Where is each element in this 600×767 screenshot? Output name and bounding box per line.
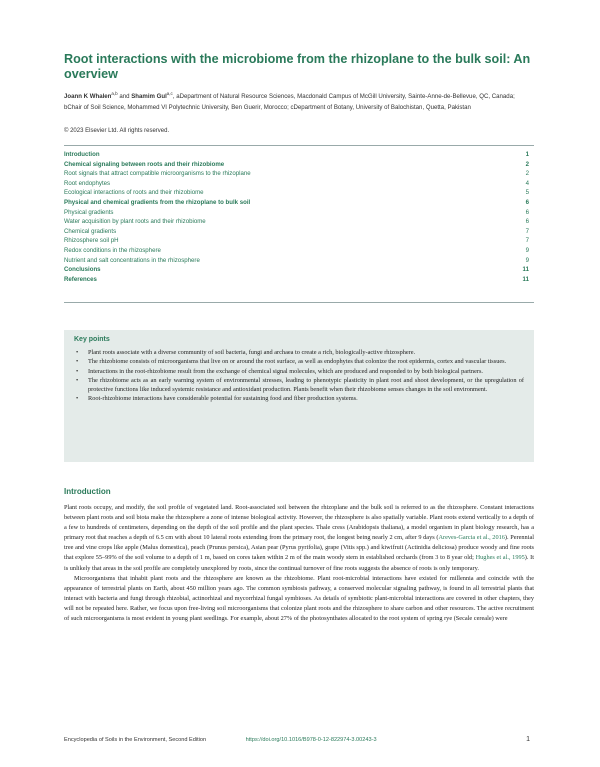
key-point-text: Plant roots associate with a diverse community of soil bacteria, fungi and archaea to create a rich, biologically-active rhizosphere. — [88, 349, 416, 356]
citation-hughes[interactable]: Hughes et al., 1995 — [475, 554, 525, 562]
author-block — [64, 89, 534, 113]
toc-entry-page: 2 — [525, 160, 529, 168]
bullet-icon: • — [76, 395, 79, 403]
toc-entry-label: Rhizosphere soil pH — [64, 237, 119, 245]
footer-doi-link[interactable]: https://doi.org/10.1016/B978-0-12-822974-3.00243-3 — [245, 736, 377, 743]
affiliations: , aDepartment of Natural Resource Sciences, Macdonald Campus of McGill University, Sainte-Anne-de-Bellevue, QC, Canada; bChair of Soil Science, Mohammed VI Polytechnic University, Ben Guerir, Morocco; cDepartment of Botany, University of Balochistan, Quetta, Pakistan — [64, 93, 515, 111]
toc-entry[interactable] — [64, 227, 529, 237]
toc-entry-page: 11 — [522, 275, 529, 283]
toc-entry-page: 7 — [525, 237, 529, 245]
toc-entry[interactable] — [64, 160, 529, 170]
intro-p1-text-b: ). Perennial tree and vine crops like apple (Malus domestica), peach (Prunus persica), Asian pear (Pyrus pyrifolia), grape (Vitis spp.) and kiwifruit (Actinidia deliciosa) produce woody and fine roots that explore 55–99% of the soil volume to a depth of 1 m, based on cores taken within 2 m of the main woody stem in established orchards (from 3 to 8 year old; — [64, 534, 534, 562]
toc-entry-label: Chemical signaling between roots and their rhizobiome — [64, 160, 225, 168]
toc-entry[interactable] — [64, 246, 529, 256]
author-2-sup: a,c — [166, 91, 173, 96]
toc-entry[interactable] — [64, 198, 529, 208]
article-title: Root interactions with the microbiome from the rhizoplane to the bulk soil: An overview — [64, 52, 531, 81]
toc-bottom-rule — [64, 302, 534, 303]
toc-entry[interactable] — [64, 217, 529, 227]
toc-entry-label: References — [64, 275, 97, 283]
table-of-contents — [64, 150, 529, 284]
key-point-item — [74, 376, 524, 395]
introduction-heading: Introduction — [64, 487, 111, 496]
toc-entry[interactable] — [64, 256, 529, 266]
key-points-list — [74, 348, 524, 404]
footer-page-number: 1 — [526, 736, 530, 743]
toc-entry[interactable] — [64, 169, 529, 179]
toc-entry-label: Water acquisition by plant roots and their rhizobiome — [64, 218, 206, 226]
toc-entry-label: Root signals that attract compatible microorganisms to the rhizoplane — [64, 170, 251, 178]
toc-entry-page: 2 — [525, 170, 529, 178]
toc-entry-label: Ecological interactions of roots and their rhizobiome — [64, 189, 204, 197]
toc-entry-page: 9 — [525, 246, 529, 254]
key-point-item — [74, 367, 524, 376]
bullet-icon: • — [76, 349, 79, 356]
key-point-text: Interactions in the root-rhizobiome result from the exchange of chemical signal molecules, which are produced and responded to by both biological partners. — [88, 367, 484, 375]
key-point-item — [74, 348, 524, 357]
toc-entry-label: Conclusions — [64, 266, 101, 274]
toc-entry-label: Chemical gradients — [64, 227, 117, 235]
toc-entry-label: Nutrient and salt concentrations in the rhizosphere — [64, 256, 200, 264]
toc-entry-label: Introduction — [64, 151, 100, 158]
toc-entry-page: 6 — [525, 208, 529, 216]
footer-source: Encyclopedia of Soils in the Environment, Second Edition — [64, 736, 207, 743]
toc-entry-label: Physical and chemical gradients from the rhizoplane to bulk soil — [64, 198, 251, 206]
citation-areves-garcia[interactable]: Areves-Garcia et al., 2016 — [438, 534, 505, 542]
toc-entry[interactable] — [64, 208, 529, 218]
toc-entry-label: Physical gradients — [64, 208, 114, 216]
intro-paragraph-2: Microorganisms that inhabit plant roots and the rhizosphere are known as the rhizobiome. Plant root-microbial interactions have existed for millennia and coincide with the appearance of terrestrial plants on Earth, about 450 million years ago. The common symbiosis pathway, a conserved molecular signaling pathway, is found in all terrestrial plants that interact with bacteria and fungi through rhizobial, actinorhizal and mycorrhizal fungal symbioses. As details of symbiotic plant-microbial interactions are covered in other chapters, they will not be repeated here. Rather, we focus upon free-living soil microorganisms that colonize plant roots and the rhizosphere to share carbon and other resources. The active recruitment of such microorganisms is most evident in young plant seedlings. For example, about 27% of the photosynthates allocated to the root system of spring rye (Secale cereale) were — [64, 574, 534, 623]
toc-entry[interactable] — [64, 179, 529, 189]
bullet-icon: • — [76, 367, 79, 375]
toc-entry[interactable] — [64, 236, 529, 246]
key-point-text: The rhizobiome consists of microorganisms that live on or around the root surface, as well as endophytes that colonize the root epidermis, cortex and vascular tissues. — [88, 358, 507, 366]
copyright-notice: © 2023 Elsevier Ltd. All rights reserved. — [64, 128, 170, 134]
toc-top-rule — [64, 145, 534, 146]
toc-entry-page: 6 — [525, 218, 529, 226]
key-point-text: Root-rhizobiome interactions have considerable potential for sustaining food and fiber production systems. — [88, 395, 358, 403]
key-point-text: The rhizobiome acts as an early warning system of environmental stresses, leading to phenotypic plasticity in plant root and shoot development, or the upregulation of protective functions like induced systemic resistance and antioxidant production. Plants benefit when their rhizobiome senses changes in the soil environment. — [88, 376, 524, 394]
toc-entry-page: 7 — [525, 227, 529, 235]
intro-p1-text-a: Plant roots occupy, and modify, the soil profile of vegetated land. Root-associated soil between the rhizoplane and the bulk soil is referred to as the rhizosphere. Constant interactions between plant roots and soil biota make the rhizosphere a zone of intense biological activity. However, the rhizosphere is also spatially variable. Plant roots extend vertically to a depth of a few to hundreds of centimeters, depending on the depth of the soil profile and the plant species. Thale cress (Arabidopsis thaliana), a model organism in plant biology research, has a primary root that reaches a depth of 6.5 cm with about 10 lateral roots extending from the primary root, the longest being nearly 2 cm, after 9 days ( — [64, 504, 534, 542]
toc-entry-page: 4 — [525, 179, 529, 187]
toc-entry[interactable] — [64, 150, 529, 160]
key-point-item — [74, 394, 524, 403]
bullet-icon: • — [76, 376, 79, 384]
toc-entry-label: Root endophytes — [64, 179, 111, 187]
toc-entry[interactable] — [64, 275, 529, 285]
page-footer — [64, 736, 530, 743]
key-points-title: Key points — [74, 336, 110, 343]
author-1[interactable]: Joann K Whalen — [64, 93, 112, 101]
key-points-box — [64, 330, 534, 462]
author-1-sup: a,b — [111, 91, 118, 96]
author-conjunction: and — [117, 93, 132, 101]
intro-paragraph-1 — [64, 503, 534, 574]
toc-entry-label: Redox conditions in the rhizosphere — [64, 246, 161, 254]
bullet-icon: • — [76, 358, 79, 366]
toc-entry-page: 6 — [525, 198, 529, 206]
toc-entry-page: 9 — [525, 256, 529, 264]
intro-p1-text-c: ). It is unlikely that areas in the soil profile are completely unexplored by roots, since the continual turnover of fine roots suggests the absence of roots is only temporary. — [64, 554, 534, 572]
toc-entry[interactable] — [64, 265, 529, 275]
toc-entry-page: 1 — [525, 151, 529, 158]
toc-entry-page: 11 — [522, 266, 529, 274]
toc-entry-page: 5 — [525, 189, 529, 197]
introduction-body — [64, 503, 534, 624]
toc-entry[interactable] — [64, 188, 529, 198]
author-2[interactable]: Shamim Gul — [131, 93, 167, 101]
key-point-item — [74, 357, 524, 366]
